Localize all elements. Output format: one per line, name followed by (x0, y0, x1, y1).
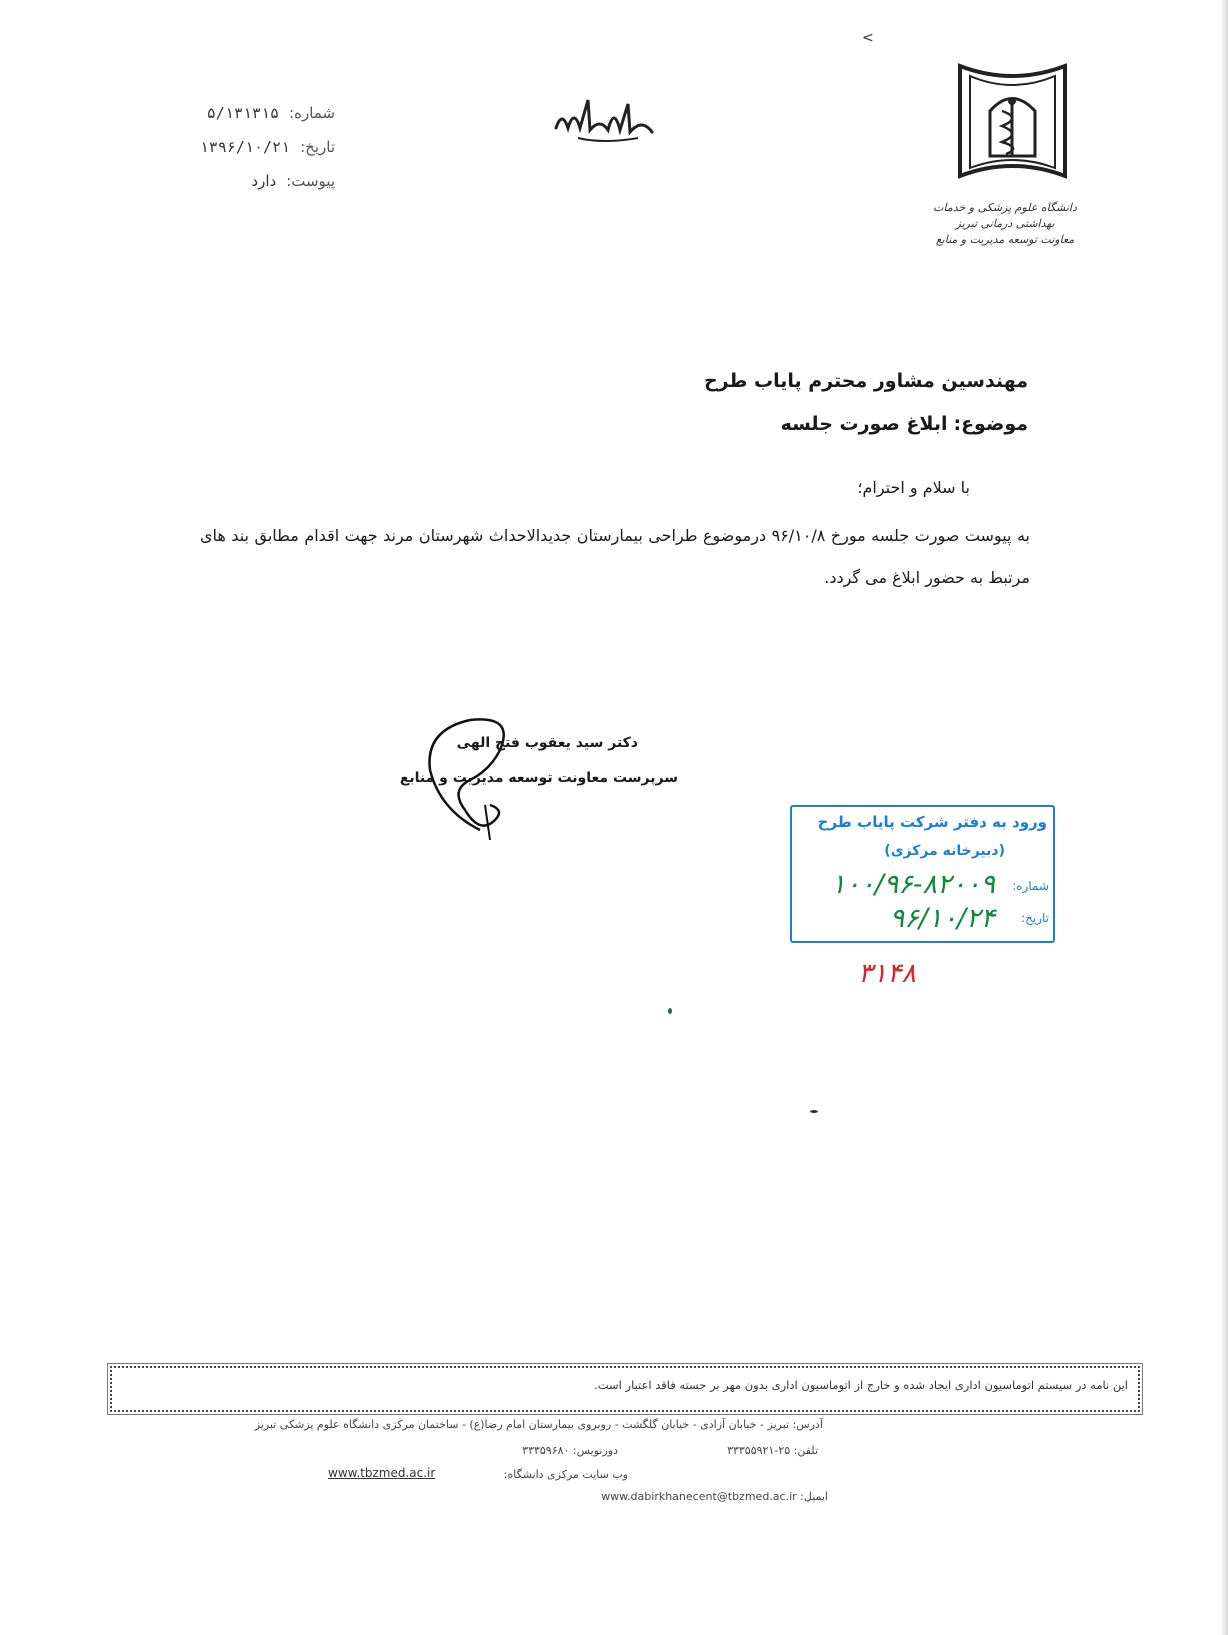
handwritten-red-number: ۳۱۴۸ (858, 958, 917, 989)
signer-title: سرپرست معاونت توسعه مدیریت و منابع (399, 770, 678, 786)
number-value: ۵/۱۳۱۳۱۵ (206, 104, 280, 122)
footer-address: آدرس: تبریز - خیابان آزادی - خیابان گلگشت - روبروی بیمارستان امام رضا(ع) - ساختمان مرکزی دانشگاه علوم پزشکی تبریز (254, 1418, 823, 1431)
number-label: شماره: (289, 104, 335, 122)
date-value: ۱۳۹۶/۱۰/۲۱ (199, 138, 291, 156)
attachment-row (175, 172, 335, 190)
footer-phone: تلفن: ۲۵-۳۳۳۵۵۹۲۱ (727, 1444, 818, 1457)
stamp-date-label: تاریخ: (1021, 911, 1049, 925)
received-stamp (790, 805, 1055, 943)
scan-edge-shadow (1220, 0, 1228, 1635)
footer-website-link[interactable]: www.tbzmed.ac.ir (328, 1466, 436, 1480)
stamp-date-value: ۹۶/۱۰/۲۴ (889, 903, 995, 934)
bismillah-calligraphy (548, 88, 658, 148)
subject-value: ابلاغ صورت جلسه (780, 413, 948, 435)
stamp-number-label: شماره: (1012, 879, 1049, 893)
subject-label: موضوع: (953, 413, 1028, 435)
date-row (175, 138, 335, 156)
letter-meta (175, 104, 335, 206)
footer-notice: این نامه در سیستم اتوماسیون اداری ایجاد شده و خارج از اتوماسیون اداری بدون مهر بر جسته فاقد اعتبار است. (594, 1378, 1128, 1392)
recipient-line: مهندسین مشاور محترم پایاب طرح (703, 370, 1028, 392)
body-paragraph: به پیوست صورت جلسه مورخ ۹۶/۱۰/۸ درموضوع طراحی بیمارستان جدیدالاحداث شهرستان مرند جهت اقدام مطابق بند های مرتبط به حضور ابلاغ می گردد. (200, 526, 1030, 587)
attachment-value: دارد (251, 172, 277, 190)
footer-fax: دورنویس: ۳۳۳۵۹۶۸۰ (522, 1444, 618, 1457)
footer-website-label: وب سایت مرکزی دانشگاه: (503, 1468, 628, 1481)
greeting: با سلام و احترام؛ (857, 478, 970, 497)
ink-speck (810, 1110, 818, 1113)
stamp-subtitle: (دبیرخانه مرکزی) (884, 843, 1005, 859)
subject-line (781, 413, 1028, 435)
footer-notice-box (110, 1366, 1140, 1412)
footer-email[interactable]: ایمیل: www.dabirkhanecent@tbzmed.ac.ir (601, 1490, 828, 1503)
ink-speck (668, 1008, 672, 1014)
date-label: تاریخ: (300, 138, 335, 156)
attachment-label: پیوست: (286, 172, 335, 190)
stamp-number-value: ۱۰۰/۹۶-۸۲۰۰۹ (831, 869, 995, 900)
logo-caption-line2: معاونت توسعه مدیریت و منابع (935, 233, 1075, 246)
signer-name: دکتر سید یعقوب فتح الهی (456, 735, 638, 751)
stamp-title: ورود به دفتر شرکت پایاب طرح (817, 813, 1047, 831)
top-mark: < (862, 30, 874, 46)
number-row (175, 104, 335, 122)
logo-caption (930, 200, 1080, 248)
logo-caption-line1: دانشگاه علوم پزشکی و خدمات بهداشتی درمانی تبریز (933, 201, 1077, 230)
